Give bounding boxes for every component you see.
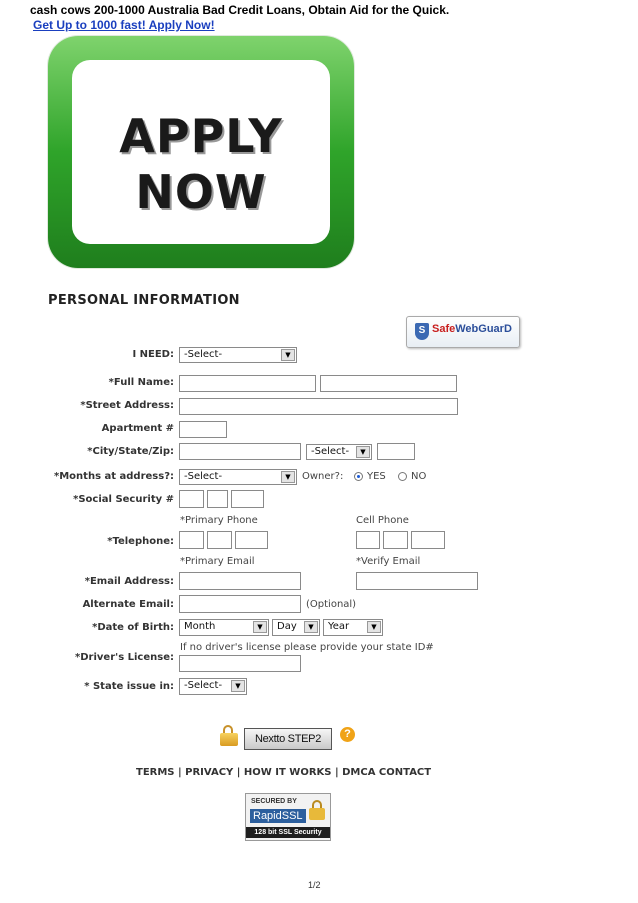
help-icon[interactable]: ?	[340, 727, 355, 742]
months-at-address-select[interactable]: -Select- ▼	[179, 469, 297, 485]
apartment-label: Apartment #	[101, 423, 174, 434]
chevron-down-icon: ▼	[367, 621, 381, 633]
last-name-input[interactable]	[320, 375, 457, 392]
apply-now-banner[interactable]	[48, 36, 354, 268]
i-need-label: I NEED:	[132, 349, 174, 360]
email-input[interactable]	[179, 572, 301, 590]
street-address-label: *Street Address:	[80, 400, 174, 411]
telephone-label: *Telephone:	[107, 536, 174, 547]
document-title: cash cows 200-1000 Australia Bad Credit Loans, Obtain Aid for the Quick.	[30, 3, 450, 17]
shield-icon: S	[415, 323, 429, 340]
padlock-icon	[309, 800, 325, 820]
drivers-license-label: *Driver's License:	[75, 652, 174, 663]
dob-month-select[interactable]: Month ▼	[179, 619, 269, 636]
chevron-down-icon: ▼	[356, 446, 370, 458]
page-number: 1/2	[308, 880, 321, 890]
primary-email-hint: *Primary Email	[180, 556, 255, 567]
terms-link[interactable]: TERMS	[136, 767, 175, 778]
chevron-down-icon: ▼	[231, 680, 245, 692]
footer-links: TERMS | PRIVACY | HOW IT WORKS | DMCA CONTACT	[136, 767, 432, 778]
city-input[interactable]	[179, 443, 301, 460]
apply-banner-line2: NOW	[135, 165, 267, 219]
owner-yes-radio[interactable]	[354, 472, 363, 481]
ssn-label: *Social Security #	[73, 494, 174, 505]
owner-label: Owner?:	[302, 471, 344, 482]
owner-no-radio[interactable]	[398, 472, 407, 481]
apply-banner-line1: APPLY	[119, 109, 283, 163]
license-note: If no driver's license please provide your state ID#	[180, 642, 434, 653]
primary-phone-hint: *Primary Phone	[180, 515, 258, 526]
primary-phone-line-input[interactable]	[235, 531, 268, 549]
chevron-down-icon: ▼	[281, 349, 295, 361]
owner-no-label: NO	[411, 471, 427, 482]
cell-phone-area-input[interactable]	[356, 531, 380, 549]
apartment-input[interactable]	[179, 421, 227, 438]
drivers-license-input[interactable]	[179, 655, 301, 672]
chevron-down-icon: ▼	[304, 621, 318, 633]
email-label: *Email Address:	[84, 576, 174, 587]
ssl-secured-by: SECURED BY	[251, 798, 297, 805]
optional-hint: (Optional)	[306, 599, 357, 610]
street-address-input[interactable]	[179, 398, 458, 415]
i-need-select[interactable]: -Select- ▼	[179, 347, 297, 363]
state-issue-label: * State issue in:	[84, 681, 174, 692]
rapidssl-badge[interactable]	[245, 793, 331, 841]
verify-email-input[interactable]	[356, 572, 478, 590]
state-select[interactable]: -Select- ▼	[306, 444, 372, 460]
first-name-input[interactable]	[179, 375, 316, 392]
next-step-button[interactable]: Nextto STEP2	[244, 728, 332, 750]
owner-yes-label: YES	[367, 471, 386, 482]
cell-phone-prefix-input[interactable]	[383, 531, 408, 549]
dob-label: *Date of Birth:	[92, 622, 174, 633]
verify-email-hint: *Verify Email	[356, 556, 421, 567]
ssn-part3-input[interactable]	[231, 490, 264, 508]
safewebguard-badge[interactable]	[406, 316, 520, 348]
primary-phone-area-input[interactable]	[179, 531, 204, 549]
chevron-down-icon: ▼	[281, 471, 295, 483]
alt-email-input[interactable]	[179, 595, 301, 613]
cell-phone-hint: Cell Phone	[356, 515, 409, 526]
primary-phone-prefix-input[interactable]	[207, 531, 232, 549]
dmca-contact-link[interactable]: DMCA CONTACT	[342, 767, 432, 778]
cell-phone-line-input[interactable]	[411, 531, 445, 549]
ssn-part2-input[interactable]	[207, 490, 228, 508]
ssl-strength: 128 bit SSL Security	[246, 827, 330, 838]
privacy-link[interactable]: PRIVACY	[185, 767, 234, 778]
full-name-label: *Full Name:	[108, 377, 174, 388]
ssn-part1-input[interactable]	[179, 490, 204, 508]
alt-email-label: Alternate Email:	[82, 599, 174, 610]
ssl-brand: RapidSSL	[250, 809, 306, 823]
chevron-down-icon: ▼	[253, 621, 267, 633]
how-it-works-link[interactable]: HOW IT WORKS	[243, 767, 332, 778]
section-title: PERSONAL INFORMATION	[48, 293, 240, 308]
apply-now-link[interactable]: Get Up to 1000 fast! Apply Now!	[33, 18, 215, 32]
months-at-address-label: *Months at address?:	[54, 471, 174, 482]
dob-year-select[interactable]: Year ▼	[323, 619, 383, 636]
apply-now-inner	[72, 60, 330, 244]
dob-day-select[interactable]: Day ▼	[272, 619, 320, 636]
safewebguard-label: SafeWebGuarD	[432, 323, 512, 335]
zip-input[interactable]	[377, 443, 415, 460]
city-state-zip-label: *City/State/Zip:	[87, 446, 174, 457]
state-issue-select[interactable]: -Select- ▼	[179, 678, 247, 695]
lock-icon	[220, 725, 238, 747]
